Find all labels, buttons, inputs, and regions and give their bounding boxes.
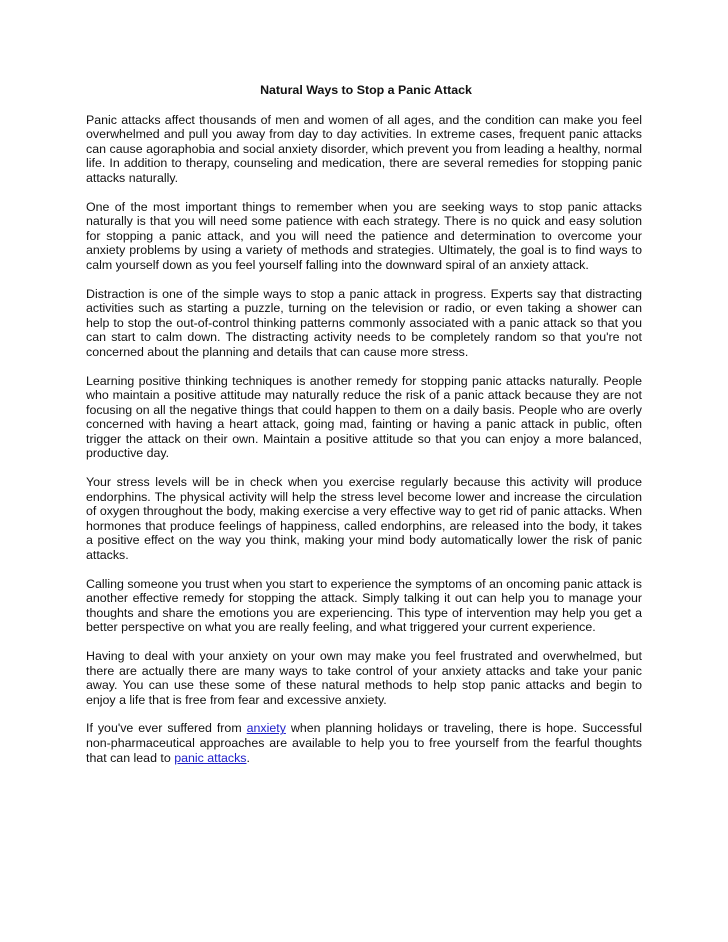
paragraph-patience: One of the most important things to remember when you are seeking ways to stop panic attacks naturally is that you will need some patience with each strategy. There is no quick and easy solution for stopping a panic attack, and you will need the patience and determination to overcome your anxiety problems by using a variety of methods and strategies. Ultimately, the goal is to find ways to calm yourself down as you feel yourself falling into the downward spiral of an anxiety attack. (86, 199, 642, 272)
anxiety-link[interactable]: anxiety (246, 721, 286, 736)
paragraph-positive-thinking: Learning positive thinking techniques is another remedy for stopping panic attacks naturally. People who maintain a positive attitude may naturally reduce the risk of a panic attack because they are not focusing on all the negative things that could happen to them on a daily basis. People who are overly concerned with having a heart attack, going mad, fainting or having a panic attack in public, often trigger the attack on their own. Maintain a positive attitude so that you can enjoy a more balanced, productive day. (86, 373, 642, 461)
paragraph-distraction: Distraction is one of the simple ways to stop a panic attack in progress. Experts say that distracting activities such as starting a puzzle, turning on the television or radio, or even taking a shower can help to stop the out-of-control thinking patterns commonly associated with a panic attack so that you can start to calm down. The distracting activity needs to be completely random so that you're not concerned about the planning and details that can cause more stress. (86, 286, 642, 359)
paragraph-calling-someone: Calling someone you trust when you start to experience the symptoms of an oncoming panic attack is another effective remedy for stopping the attack. Simply talking it out can help you to manage your thoughts and share the emotions you are experiencing. This type of intervention may help you get a better perspective on what you are really feeling, and what triggered your current experience. (86, 576, 642, 635)
closing-text-3: . (246, 750, 250, 765)
paragraph-closing (86, 721, 642, 765)
panic-attacks-link[interactable]: panic attacks (174, 750, 247, 765)
document-page (86, 83, 642, 779)
paragraph-exercise: Your stress levels will be in check when you exercise regularly because this activity will produce endorphins. The physical activity will help the stress level become lower and increase the circulation of oxygen throughout the body, making exercise a very effective way to get rid of panic attacks. When hormones that produce feelings of happiness, called endorphins, are released into the body, it takes a positive effect on the way you think, making your mind body automatically lower the risk of panic attacks. (86, 475, 642, 563)
closing-text-1: If you've ever suffered from (86, 721, 247, 736)
paragraph-intro: Panic attacks affect thousands of men and women of all ages, and the condition can make you feel overwhelmed and pull you away from day to day activities. In extreme cases, frequent panic attacks can cause agoraphobia and social anxiety disorder, which prevent you from leading a healthy, normal life. In addition to therapy, counseling and medication, there are several remedies for stopping panic attacks naturally. (86, 112, 642, 185)
closing-text-2: when planning holidays or traveling, there is hope. Successful non-pharmaceutical approaches are available to help you to free yourself from the fearful thoughts that can lead to (86, 721, 642, 765)
paragraph-conclusion: Having to deal with your anxiety on your own may make you feel frustrated and overwhelmed, but there are actually there are many ways to take control of your anxiety attacks and take your panic away. You can use these some of these natural methods to help stop panic attacks and begin to enjoy a life that is free from fear and excessive anxiety. (86, 649, 642, 707)
document-title: Natural Ways to Stop a Panic Attack (260, 83, 472, 97)
